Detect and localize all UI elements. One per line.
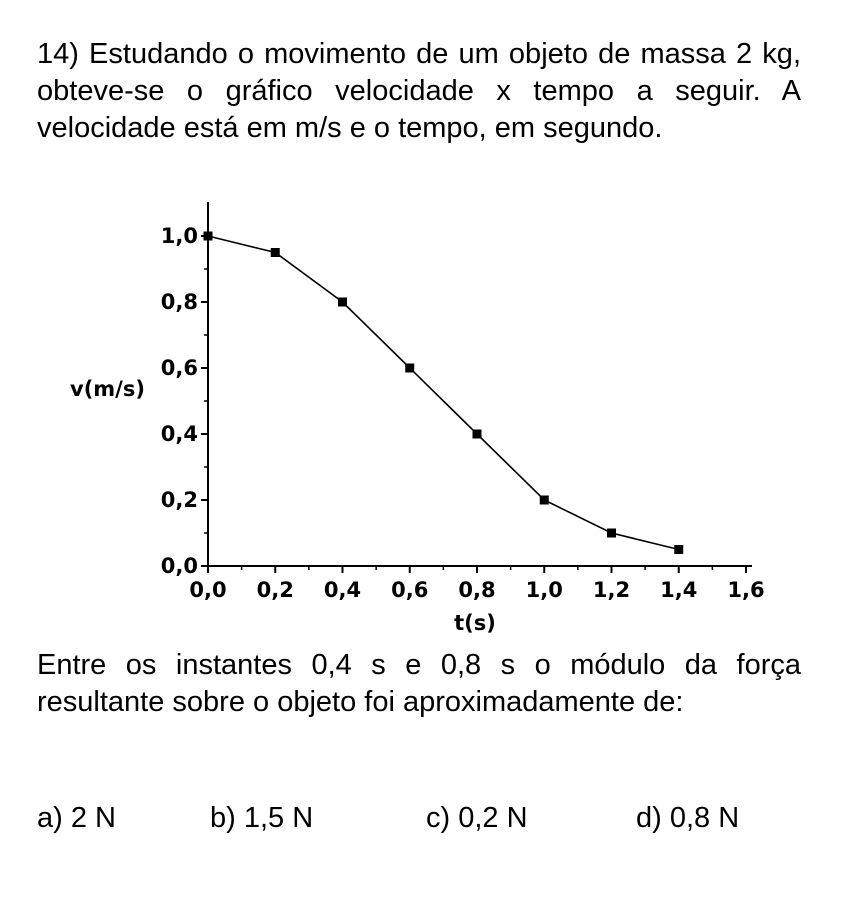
data-markers [204, 232, 684, 555]
x-tick-label: 1,2 [592, 578, 631, 602]
y-tick-label: 0,6 [160, 356, 198, 380]
x-tick-label: 0,0 [189, 578, 227, 602]
x-tick-label: 0,2 [256, 578, 294, 602]
y-tick-label: 0,4 [160, 422, 198, 446]
prompt-text: Entre os instantes 0,4 s e 0,8 s o módulo da força resultante sobre o objeto foi aproximadamente de: [37, 649, 801, 718]
y-tick-label: 0,8 [160, 290, 198, 314]
data-series [208, 236, 679, 550]
velocity-time-graph [0, 190, 852, 640]
y-tick-label: 0,2 [160, 488, 198, 512]
graph-svg [0, 190, 852, 640]
y-tick-label: 1,0 [160, 224, 198, 248]
x-axis-ticks [189, 566, 764, 602]
option-a[interactable]: a) 2 N [37, 802, 116, 834]
x-tick-label: 1,4 [660, 578, 698, 602]
x-tick-label: 1,6 [727, 578, 765, 602]
graph-axes [208, 202, 752, 566]
data-point [674, 545, 683, 554]
data-point [204, 232, 213, 241]
option-d[interactable]: d) 0,8 N [636, 802, 740, 834]
x-axis-title: t(s) [454, 611, 496, 635]
data-point [271, 248, 280, 257]
data-point [338, 298, 347, 307]
y-axis-title: v(m/s) [70, 377, 145, 401]
data-point [607, 529, 616, 538]
question-text: 14) Estudando o movimento de um objeto de massa 2 kg, obteve-se o gráfico velocidade x tempo a seguir. A velocidade está em m/s e o tempo, em segundo. [37, 38, 801, 144]
option-b[interactable]: b) 1,5 N [210, 802, 314, 834]
series-line [208, 236, 679, 550]
data-point [540, 496, 549, 505]
x-tick-label: 0,4 [323, 578, 362, 602]
option-c[interactable]: c) 0,2 N [426, 802, 528, 834]
x-tick-label: 1,0 [525, 578, 563, 602]
data-point [473, 430, 482, 439]
data-point [405, 364, 414, 373]
y-tick-label: 0,0 [160, 554, 198, 578]
x-tick-label: 0,6 [391, 578, 429, 602]
y-axis-ticks [161, 224, 208, 578]
x-tick-label: 0,8 [458, 578, 496, 602]
answer-options [0, 800, 852, 840]
